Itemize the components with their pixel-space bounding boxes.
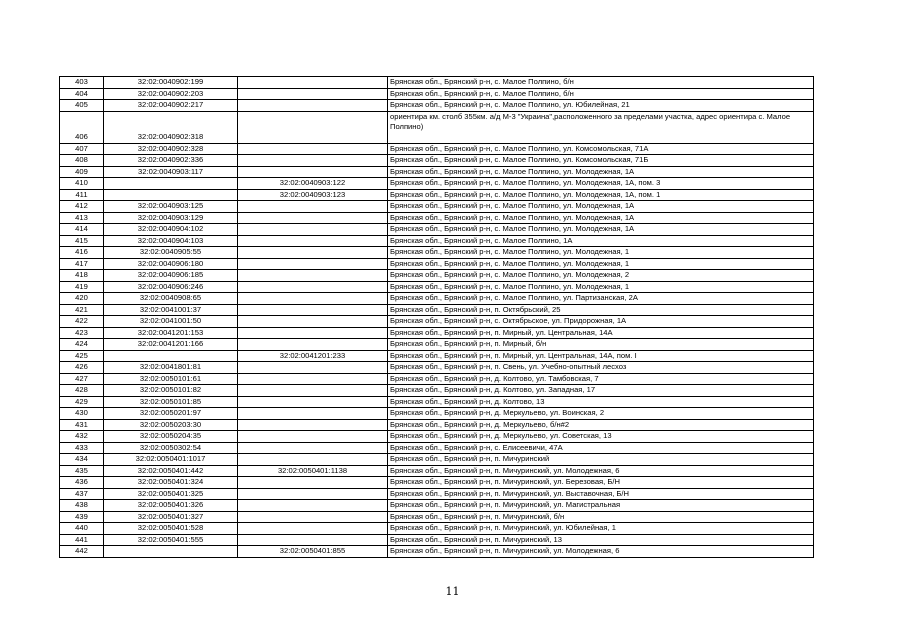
row-number-cell: 437 <box>60 488 104 500</box>
address-cell: Брянская обл., Брянский р-н, п. Мичуринский, ул. Молодежная, 6 <box>388 546 814 558</box>
included-object-cell <box>238 408 388 420</box>
row-number-cell: 441 <box>60 534 104 546</box>
row-number-cell: 431 <box>60 419 104 431</box>
row-number-cell: 430 <box>60 408 104 420</box>
table-row <box>60 235 814 247</box>
cadastral-number-cell: 32:02:0050401:442 <box>104 465 238 477</box>
row-number-cell: 410 <box>60 178 104 190</box>
cadastral-number-cell: 32:02:0050401:324 <box>104 477 238 489</box>
row-number-cell: 416 <box>60 247 104 259</box>
address-cell: Брянская обл., Брянский р-н, с. Малое Полпино, 1А <box>388 235 814 247</box>
table-row <box>60 111 814 143</box>
table-row <box>60 385 814 397</box>
address-cell: Брянская обл., Брянский р-н, с. Октябрьское, ул. Придорожная, 1А <box>388 316 814 328</box>
row-number-cell: 415 <box>60 235 104 247</box>
included-object-cell <box>238 224 388 236</box>
included-object-cell <box>238 316 388 328</box>
included-object-cell: 32:02:0050401:1138 <box>238 465 388 477</box>
row-number-cell: 408 <box>60 155 104 167</box>
row-number-cell: 406 <box>60 111 104 143</box>
cadastral-number-cell: 32:02:0050203:30 <box>104 419 238 431</box>
cadastral-number-cell: 32:02:0050101:85 <box>104 396 238 408</box>
row-number-cell: 424 <box>60 339 104 351</box>
address-cell: Брянская обл., Брянский р-н, п. Мичуринский, ул. Березовая, Б/Н <box>388 477 814 489</box>
row-number-cell: 436 <box>60 477 104 489</box>
row-number-cell: 413 <box>60 212 104 224</box>
included-object-cell: 32:02:0041201:233 <box>238 350 388 362</box>
row-number-cell: 442 <box>60 546 104 558</box>
included-object-cell: 32:02:0040903:123 <box>238 189 388 201</box>
address-cell: Брянская обл., Брянский р-н, д. Колтово, 13 <box>388 396 814 408</box>
included-object-cell <box>238 511 388 523</box>
row-number-cell: 440 <box>60 523 104 535</box>
address-cell: Брянская обл., Брянский р-н, с. Малое Полпино, ул. Молодежная, 1 <box>388 281 814 293</box>
row-number-cell: 418 <box>60 270 104 282</box>
included-object-cell <box>238 339 388 351</box>
row-number-cell: 432 <box>60 431 104 443</box>
cadastral-number-cell: 32:02:0040902:318 <box>104 111 238 143</box>
table-row <box>60 327 814 339</box>
included-object-cell <box>238 488 388 500</box>
included-object-cell <box>238 166 388 178</box>
table-row <box>60 534 814 546</box>
row-number-cell: 412 <box>60 201 104 213</box>
cadastral-number-cell <box>104 178 238 190</box>
included-object-cell <box>238 143 388 155</box>
table-row <box>60 511 814 523</box>
included-object-cell <box>238 247 388 259</box>
row-number-cell: 438 <box>60 500 104 512</box>
table-row <box>60 247 814 259</box>
registry-table-body <box>60 77 814 558</box>
included-object-cell <box>238 419 388 431</box>
address-cell: Брянская обл., Брянский р-н, с. Малое Полпино, ул. Юбилейная, 21 <box>388 100 814 112</box>
included-object-cell <box>238 362 388 374</box>
table-row <box>60 454 814 466</box>
row-number-cell: 403 <box>60 77 104 89</box>
cadastral-number-cell: 32:02:0050101:61 <box>104 373 238 385</box>
row-number-cell: 427 <box>60 373 104 385</box>
row-number-cell: 423 <box>60 327 104 339</box>
included-object-cell <box>238 212 388 224</box>
included-object-cell <box>238 258 388 270</box>
row-number-cell: 411 <box>60 189 104 201</box>
cadastral-number-cell: 32:02:0040902:328 <box>104 143 238 155</box>
cadastral-number-cell: 32:02:0040906:246 <box>104 281 238 293</box>
address-cell: Брянская обл., Брянский р-н, с. Малое Полпино, ул. Партизанская, 2А <box>388 293 814 305</box>
included-object-cell <box>238 454 388 466</box>
address-cell: Брянская обл., Брянский р-н, п. Мичуринский <box>388 454 814 466</box>
cadastral-number-cell <box>104 546 238 558</box>
row-number-cell: 405 <box>60 100 104 112</box>
table-row <box>60 488 814 500</box>
table-row <box>60 224 814 236</box>
table-row <box>60 281 814 293</box>
table-row <box>60 270 814 282</box>
included-object-cell <box>238 100 388 112</box>
row-number-cell: 426 <box>60 362 104 374</box>
row-number-cell: 428 <box>60 385 104 397</box>
cadastral-number-cell: 32:02:0040906:185 <box>104 270 238 282</box>
table-row <box>60 339 814 351</box>
address-cell: Брянская обл., Брянский р-н, с. Малое Полпино, ул. Молодежная, 2 <box>388 270 814 282</box>
table-row <box>60 100 814 112</box>
table-row <box>60 189 814 201</box>
included-object-cell <box>238 304 388 316</box>
address-cell: Брянская обл., Брянский р-н, с. Малое Полпино, ул. Молодежная, 1А <box>388 212 814 224</box>
table-row <box>60 408 814 420</box>
address-cell: Брянская обл., Брянский р-н, д. Колтово, ул. Тамбовская, 7 <box>388 373 814 385</box>
row-number-cell: 407 <box>60 143 104 155</box>
address-cell: Брянская обл., Брянский р-н, с. Малое Полпино, ул. Молодежная, 1 <box>388 247 814 259</box>
address-cell: Брянская обл., Брянский р-н, п. Мирный, ул. Центральная, 14А <box>388 327 814 339</box>
address-cell: Брянская обл., Брянский р-н, п. Мичуринский, б/н <box>388 511 814 523</box>
table-row <box>60 293 814 305</box>
cadastral-number-cell: 32:02:0040903:129 <box>104 212 238 224</box>
address-cell: Брянская обл., Брянский р-н, с. Малое Полпино, ул. Молодежная, 1 <box>388 258 814 270</box>
row-number-cell: 435 <box>60 465 104 477</box>
included-object-cell: 32:02:0040903:122 <box>238 178 388 190</box>
included-object-cell <box>238 442 388 454</box>
table-row <box>60 304 814 316</box>
table-row <box>60 477 814 489</box>
address-cell: Брянская обл., Брянский р-н, п. Мичуринский, ул. Выставочная, Б/Н <box>388 488 814 500</box>
address-cell: Брянская обл., Брянский р-н, п. Мичуринский, ул. Магистральная <box>388 500 814 512</box>
row-number-cell: 417 <box>60 258 104 270</box>
address-cell: Брянская обл., Брянский р-н, п. Мичуринский, 13 <box>388 534 814 546</box>
table-row <box>60 166 814 178</box>
address-cell: Брянская обл., Брянский р-н, п. Мирный, б/н <box>388 339 814 351</box>
cadastral-number-cell: 32:02:0040905:55 <box>104 247 238 259</box>
row-number-cell: 421 <box>60 304 104 316</box>
cadastral-number-cell: 32:02:0040904:102 <box>104 224 238 236</box>
address-cell: Брянская обл., Брянский р-н, д. Меркульево, ул. Воинская, 2 <box>388 408 814 420</box>
cadastral-number-cell: 32:02:0040904:103 <box>104 235 238 247</box>
address-cell: Брянская обл., Брянский р-н, п. Свень, ул. Учебно-опытный лесхоз <box>388 362 814 374</box>
cadastral-number-cell: 32:02:0050401:327 <box>104 511 238 523</box>
address-cell: Брянская обл., Брянский р-н, с. Малое Полпино, ул. Комсомольская, 71Б <box>388 155 814 167</box>
included-object-cell: 32:02:0050401:855 <box>238 546 388 558</box>
address-cell: Брянская обл., Брянский р-н, с. Малое Полпино, ул. Молодежная, 1А <box>388 201 814 213</box>
table-row <box>60 442 814 454</box>
cadastral-number-cell: 32:02:0050401:325 <box>104 488 238 500</box>
included-object-cell <box>238 431 388 443</box>
table-row <box>60 362 814 374</box>
included-object-cell <box>238 500 388 512</box>
address-cell: Брянская обл., Брянский р-н, д. Меркульево, б/н#2 <box>388 419 814 431</box>
row-number-cell: 434 <box>60 454 104 466</box>
cadastral-number-cell <box>104 350 238 362</box>
table-row <box>60 465 814 477</box>
cadastral-number-cell: 32:02:0040902:203 <box>104 88 238 100</box>
included-object-cell <box>238 270 388 282</box>
cadastral-number-cell: 32:02:0050401:326 <box>104 500 238 512</box>
table-row <box>60 431 814 443</box>
address-cell: Брянская обл., Брянский р-н, с. Малое Полпино, б/н <box>388 88 814 100</box>
address-cell: Брянская обл., Брянский р-н, с. Малое Полпино, ул. Молодежная, 1А <box>388 166 814 178</box>
row-number-cell: 433 <box>60 442 104 454</box>
cadastral-number-cell: 32:02:0041201:166 <box>104 339 238 351</box>
cadastral-number-cell: 32:02:0040902:336 <box>104 155 238 167</box>
included-object-cell <box>238 373 388 385</box>
cadastral-number-cell: 32:02:0041201:153 <box>104 327 238 339</box>
included-object-cell <box>238 477 388 489</box>
included-object-cell <box>238 77 388 89</box>
cadastral-number-cell: 32:02:0040903:117 <box>104 166 238 178</box>
row-number-cell: 409 <box>60 166 104 178</box>
address-cell: Брянская обл., Брянский р-н, с. Малое Полпино, ул. Молодежная, 1А, пом. 3 <box>388 178 814 190</box>
table-row <box>60 350 814 362</box>
registry-table <box>59 76 814 558</box>
cadastral-number-cell: 32:02:0040902:199 <box>104 77 238 89</box>
address-cell: Брянская обл., Брянский р-н, п. Мичуринский, ул. Молодежная, 6 <box>388 465 814 477</box>
table-row <box>60 316 814 328</box>
address-cell: Брянская обл., Брянский р-н, д. Меркульево, ул. Советская, 13 <box>388 431 814 443</box>
table-row <box>60 419 814 431</box>
included-object-cell <box>238 201 388 213</box>
address-cell: Брянская обл., Брянский р-н, с. Малое Полпино, ул. Молодежная, 1А <box>388 224 814 236</box>
cadastral-number-cell: 32:02:0041001:37 <box>104 304 238 316</box>
included-object-cell <box>238 385 388 397</box>
cadastral-number-cell: 32:02:0040903:125 <box>104 201 238 213</box>
table-row <box>60 88 814 100</box>
cadastral-number-cell: 32:02:0041001:50 <box>104 316 238 328</box>
cadastral-number-cell: 32:02:0050201:97 <box>104 408 238 420</box>
table-row <box>60 201 814 213</box>
cadastral-number-cell: 32:02:0040902:217 <box>104 100 238 112</box>
address-cell: ориентира км. столб 355км. а/д М-3 "Украина",расположенного за пределами участка, адрес ориентира с. Малое Полпино) <box>388 111 814 143</box>
cadastral-number-cell: 32:02:0050302:54 <box>104 442 238 454</box>
address-cell: Брянская обл., Брянский р-н, с. Елисеевичи, 47А <box>388 442 814 454</box>
table-row <box>60 396 814 408</box>
cadastral-number-cell: 32:02:0050204:35 <box>104 431 238 443</box>
cadastral-number-cell: 32:02:0050401:1017 <box>104 454 238 466</box>
address-cell: Брянская обл., Брянский р-н, д. Колтово, ул. Западная, 17 <box>388 385 814 397</box>
table-row <box>60 258 814 270</box>
address-cell: Брянская обл., Брянский р-н, п. Мирный, ул. Центральная, 14А, пом. I <box>388 350 814 362</box>
table-row <box>60 212 814 224</box>
included-object-cell <box>238 281 388 293</box>
table-row <box>60 155 814 167</box>
address-cell: Брянская обл., Брянский р-н, п. Мичуринский, ул. Юбилейная, 1 <box>388 523 814 535</box>
included-object-cell <box>238 235 388 247</box>
included-object-cell <box>238 327 388 339</box>
cadastral-number-cell: 32:02:0050401:555 <box>104 534 238 546</box>
included-object-cell <box>238 523 388 535</box>
table-row <box>60 500 814 512</box>
row-number-cell: 420 <box>60 293 104 305</box>
row-number-cell: 425 <box>60 350 104 362</box>
table-row <box>60 373 814 385</box>
address-cell: Брянская обл., Брянский р-н, п. Октябрьский, 25 <box>388 304 814 316</box>
row-number-cell: 404 <box>60 88 104 100</box>
cadastral-number-cell: 32:02:0040906:180 <box>104 258 238 270</box>
table-row <box>60 77 814 89</box>
table-row <box>60 546 814 558</box>
row-number-cell: 419 <box>60 281 104 293</box>
row-number-cell: 429 <box>60 396 104 408</box>
address-cell: Брянская обл., Брянский р-н, с. Малое Полпино, ул. Молодежная, 1А, пом. 1 <box>388 189 814 201</box>
included-object-cell <box>238 155 388 167</box>
cadastral-number-cell: 32:02:0050401:528 <box>104 523 238 535</box>
address-cell: Брянская обл., Брянский р-н, с. Малое Полпино, б/н <box>388 77 814 89</box>
table-row <box>60 143 814 155</box>
cadastral-number-cell: 32:02:0040908:65 <box>104 293 238 305</box>
row-number-cell: 439 <box>60 511 104 523</box>
row-number-cell: 414 <box>60 224 104 236</box>
included-object-cell <box>238 293 388 305</box>
table-row <box>60 178 814 190</box>
address-cell: Брянская обл., Брянский р-н, с. Малое Полпино, ул. Комсомольская, 71А <box>388 143 814 155</box>
cadastral-number-cell: 32:02:0041801:81 <box>104 362 238 374</box>
included-object-cell <box>238 396 388 408</box>
page-number: 11 <box>445 585 460 598</box>
table-row <box>60 523 814 535</box>
included-object-cell <box>238 88 388 100</box>
cadastral-number-cell <box>104 189 238 201</box>
included-object-cell <box>238 111 388 143</box>
row-number-cell: 422 <box>60 316 104 328</box>
cadastral-number-cell: 32:02:0050101:82 <box>104 385 238 397</box>
included-object-cell <box>238 534 388 546</box>
